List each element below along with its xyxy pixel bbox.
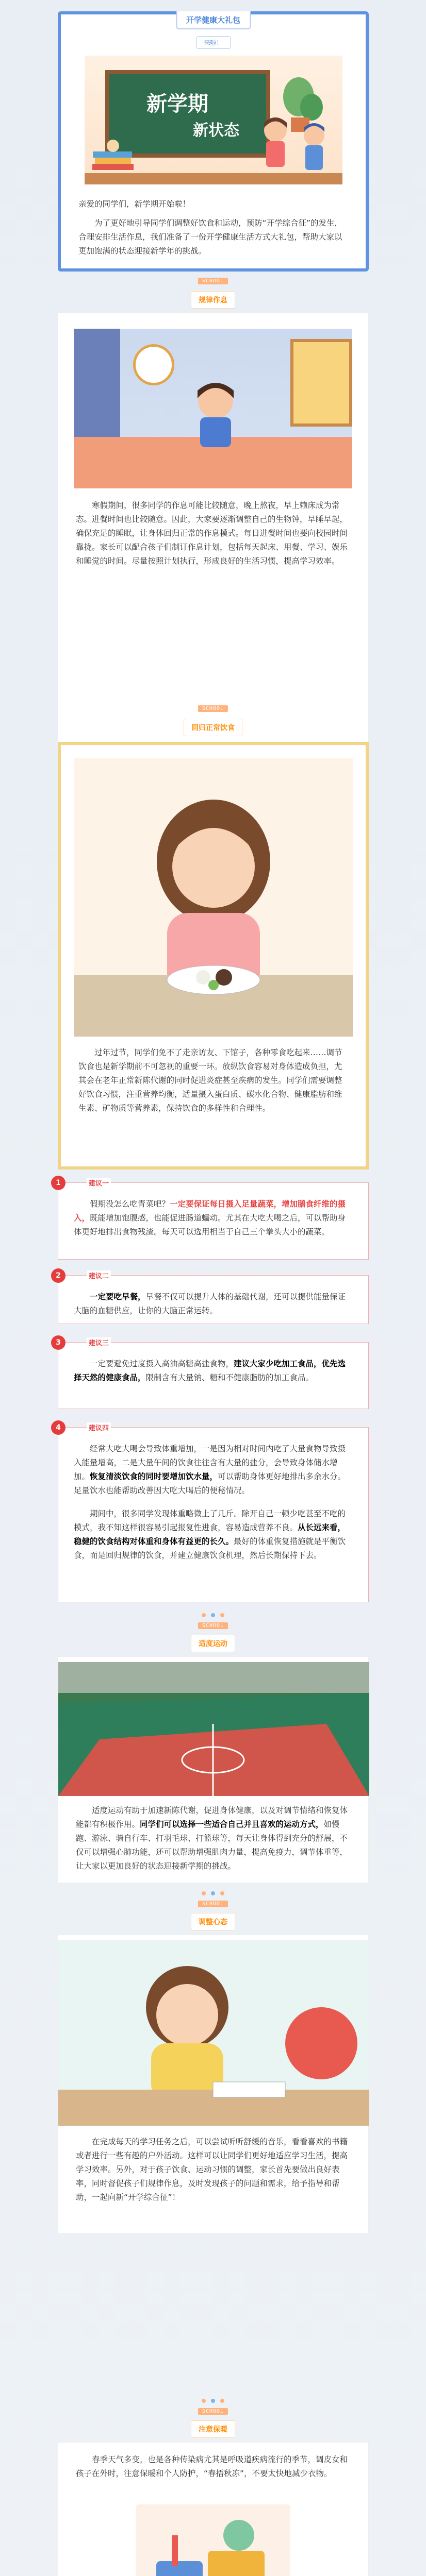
window: [290, 339, 352, 427]
section-title: 回归正常饮食: [184, 719, 242, 736]
tip-number: 4: [51, 1420, 65, 1435]
section-1-body: 寒假期间，很多同学的作息可能比较随意，晚上熬夜，早上赖床成为常态。进餐时间也比较随意。因此，大家要逐渐调整自己的生物钟，早睡早起，确保充足的睡眠，让身体回归正常的作息模式。每日进餐时间也要向校园时间靠拢。家长可以配合孩子们制订作息计划，包括每天起床、用餐、学习、娱乐和睡觉的时间。尽量按照计划执行，形成良好的生活习惯，提高学习效率。: [76, 501, 348, 566]
sports-court-photo: [58, 1662, 369, 1796]
decor-dots: [202, 1891, 224, 1895]
section-tag: SCHOOL: [198, 705, 228, 712]
section-1-divider: [0, 276, 426, 312]
tip-number: 3: [51, 1335, 65, 1350]
bedroom-illustration: [74, 329, 352, 488]
section-5-card: [58, 2442, 369, 2576]
child-waking-icon: [177, 375, 254, 447]
section-2-card: [58, 742, 369, 1170]
header-subtitle: 来啦！: [196, 36, 230, 49]
tip-label: 建议四: [87, 1422, 111, 1432]
board-text-1: 新学期: [146, 92, 208, 116]
hero-illustration: [85, 56, 342, 184]
section-tag: SCHOOL: [198, 278, 228, 284]
tip-3: [56, 1338, 369, 1409]
school-supplies-illustration: [136, 2504, 290, 2576]
section-1-card: [58, 313, 369, 761]
desk: [85, 173, 342, 184]
tip-4: [56, 1423, 369, 1602]
section-5-body: 春季天气多变，也是各种传染病尤其是呼吸道疾病流行的季节，调皮女和孩子在外时，注意保暖和个人防护，“春捂秋冻”，不要太快地减少衣物。: [76, 2455, 348, 2478]
kids-icon: [255, 112, 337, 179]
clock-icon: [133, 344, 174, 385]
tip-2: [56, 1272, 369, 1324]
intro-card: [58, 11, 369, 272]
tip-number: 2: [51, 1268, 65, 1283]
intro-body: 为了更好地引导同学们调整好饮食和运动，预防“开学综合征”的发生，合理安排生活作息，我们准备了一份开学健康生活方式大礼包，帮助大家以更加饱满的状态迎接新学年的挑战。: [78, 218, 343, 256]
section-tag: SCHOOL: [198, 1622, 228, 1629]
tip-text: 一定要吃早餐，早餐不仅可以提升人体的基础代谢，还可以提供能量保证大脑的血糖供应，让你的大脑正常运转。: [74, 1292, 346, 1315]
section-2-body: 过年过节，同学们免不了走亲访友、下馆子，各种零食吃起来……调节饮食也是新学期前不可忽视的重要一环。放纵饮食容易对身体造成负担，尤其会在老年正常新陈代谢的同时促进炎症甚至疾病的发生。同学们需要调整好饮食习惯，注重营养均衡，适量摄入蛋白质、碳水化合物、健康脂肪和维生素、矿物质等营养素，保持饮食的多样性和合理性。: [78, 1048, 342, 1113]
section-4-card: [58, 1935, 369, 2233]
eating-girl-illustration: [74, 758, 353, 1037]
tip-text: 假期没怎么吃青菜吧？一定要保证每日摄入足量蔬菜，增加膳食纤维的摄入，既能增加饱腹感，也能促进肠道蠕动。尤其在大吃大喝之后，可以帮助身体更好地排出食物残渣。每天可以选用相当于自己三个拳头大小的蔬菜。: [74, 1199, 346, 1236]
section-4-body: 在完成每天的学习任务之后，可以尝试听听舒缓的音乐，看看喜欢的书籍或者进行一些有趣的户外活动。这样可以让同学们更好地适应学习生活，提高学习效率。另外，对于孩子饮食、运动习惯的调整，家长首先要做出良好表率，同时督促孩子们规律作息，及时发现孩子的问题和需求，给予指导和帮助，一起向新“开学综合征”！: [76, 2137, 348, 2202]
section-5-divider: [0, 2396, 426, 2437]
section-tag: SCHOOL: [198, 1901, 228, 1907]
tip-label: 建议三: [87, 1337, 111, 1347]
tip-number: 1: [51, 1176, 65, 1190]
decor-dots: [202, 2399, 224, 2403]
section-title: 规律作息: [191, 291, 235, 309]
section-tag: SCHOOL: [198, 2408, 228, 2415]
header-title: 开学健康大礼包: [176, 11, 251, 29]
tip-text: 经常大吃大喝会导致体重增加，一是因为相对时间内吃了大量食物导致摄入能量增高，二是大量午间的饮食往往含有大量的盐分，会导致身体储水增加。恢复清淡饮食的同时要增加饮水量，可以帮助身体更好地排出多余水分。足量饮水也能帮助改善因大吃大喝后的便秘情况。: [74, 1444, 346, 1495]
tip-text-extra: 期间中，很多同学发现体重略微上了几斤。除开自己一顿少吃甚至不吃的模式，我不知这样很容易引起报复性进食，容易造成营养不良。从长远来看，稳健的饮食结构对体重和身体有益更的长久。最好的体重恢复措施就是平衡饮食，而是回归规律的饮食，并建立健康饮食机理，然后长期保持下去。: [74, 1509, 346, 1560]
section-title: 调整心态: [191, 1913, 235, 1930]
section-3-divider: [0, 1610, 426, 1651]
section-title: 注意保暖: [191, 2420, 235, 2438]
board-text-2: 新状态: [193, 122, 239, 140]
tip-label: 建议一: [87, 1178, 111, 1188]
section-2-divider: [0, 703, 426, 739]
section-title: 适度运动: [191, 1635, 235, 1652]
section-3-card: [58, 1656, 369, 1883]
intro-greeting: 亲爱的同学们，新学期开始啦！: [78, 199, 191, 209]
studying-girl-illustration: [58, 1940, 369, 2126]
tip-label: 建议二: [87, 1270, 111, 1280]
tip-text: 一定要避免过度摄入高油高糖高盐食物，建议大家少吃加工食品，优先选择天然的健康食品，限制含有大量钠、糖和不健康脂肪的加工食品。: [74, 1359, 346, 1382]
decor-dots: [202, 1613, 224, 1617]
section-3-body: 适度运动有助于加速新陈代谢，促进身体健康，以及对调节情绪和恢复体能都有积极作用。同学们可以选择一些适合自己并且喜欢的运动方式，如慢跑、游泳、骑自行车、打羽毛球、打篮球等，每天让身体得到充分的舒展，不仅可以增强心肺功能，还可以帮助增强肌肉力量，提高免疫力，调节体重等，让大家以更加良好的状态迎接新学期的挑战。: [76, 1806, 348, 1871]
section-4-divider: [0, 1888, 426, 1929]
tip-1: [56, 1179, 369, 1260]
